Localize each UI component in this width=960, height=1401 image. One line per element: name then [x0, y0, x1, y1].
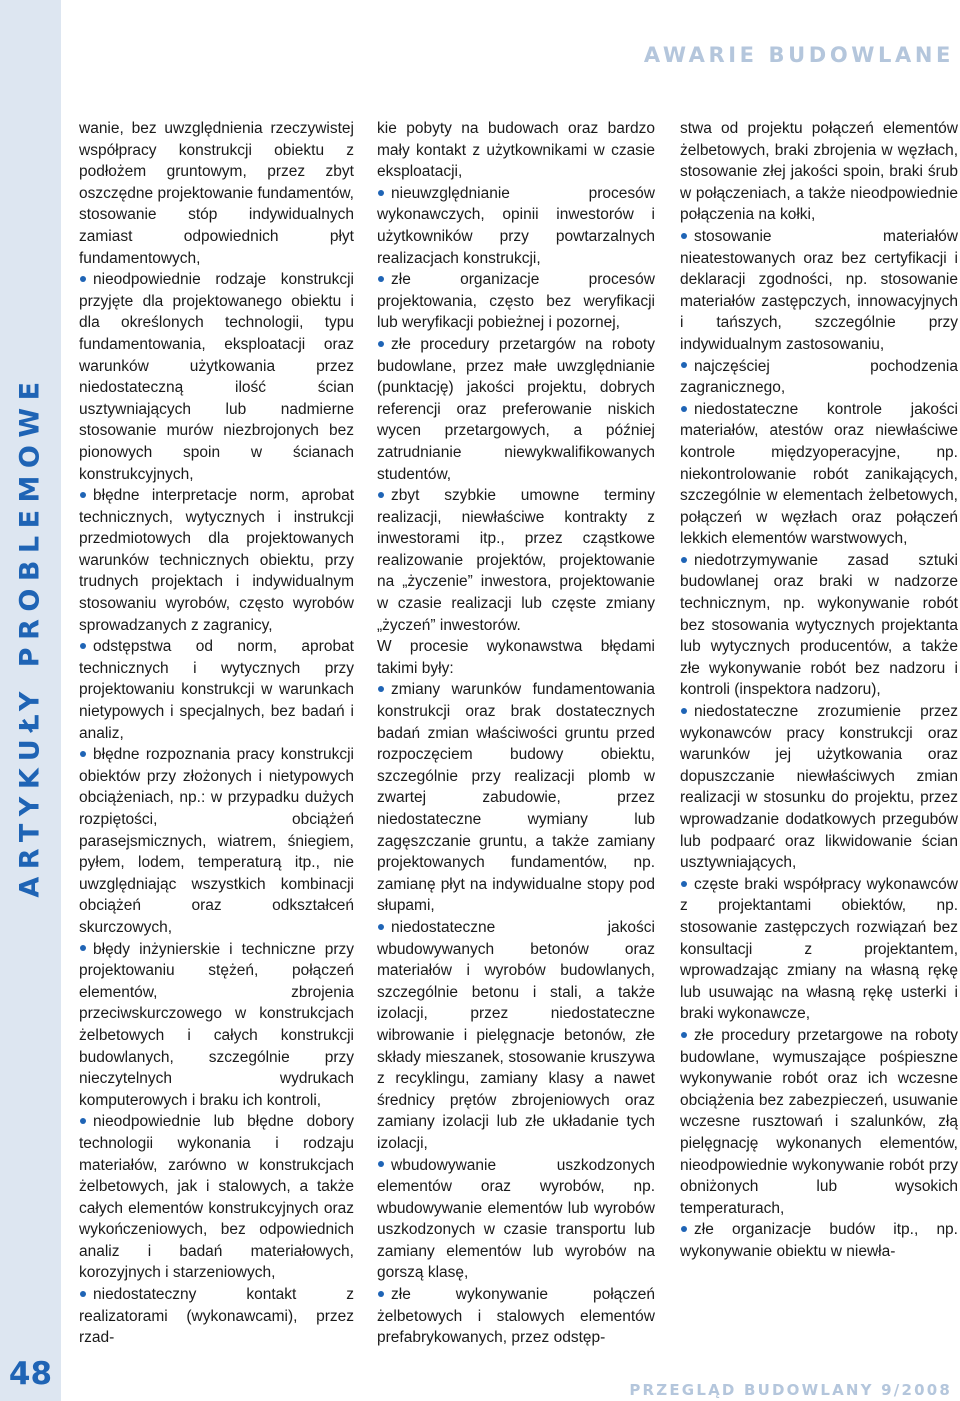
bullet-icon: [80, 1118, 86, 1124]
bullet-item: [377, 917, 655, 1155]
bullet-icon: [681, 881, 687, 887]
bullet-icon: [80, 643, 86, 649]
paragraph-text: najczęściej pochodzenia zagranicznego,: [680, 357, 958, 397]
bullet-icon: [378, 190, 384, 196]
paragraph-text: odstępstwa od norm, aprobat technicznych i wytycznych przy projektowaniu konstrukcji w warunkach nietypowych i specjalnych, bez badań i analiz,: [79, 638, 354, 742]
paragraph-text: złe procedury przetargów na roboty budowlane, przez małe uwzględnianie (punktację) jakości projektu, dobrych referencji oraz preferowanie niskich wycen przetargowych, a później zatrudnianie niewykwalifikowanych studentów,: [377, 335, 655, 483]
bullet-item: [680, 874, 958, 1025]
bullet-item: [377, 1284, 655, 1349]
paragraph-text: błędne interpretacje norm, aprobat technicznych, wytycznych i instrukcji przedmiotowych dla projektowanych warunków technicznych obiektu, przy trudnych projektach i indywidualnym stosowaniu wyrobów, często wyrobów sprowadzanych z zagranicy,: [79, 487, 354, 634]
paragraph-text: złe organizacje procesów projektowania, często bez weryfikacji lub weryfikacji pobieżnej i pozornej,: [377, 271, 655, 332]
bullet-item: [377, 485, 655, 636]
bullet-item: [377, 1155, 655, 1285]
paragraph: [377, 118, 655, 183]
bullet-icon: [378, 492, 384, 498]
bullet-icon: [378, 1291, 384, 1297]
bullet-icon: [80, 276, 86, 282]
paragraph-text: złe organizacje budów itp., np. wykonywanie obiektu w niewła-: [680, 1221, 958, 1260]
paragraph: [680, 118, 958, 226]
bullet-icon: [80, 945, 86, 951]
bullet-item: [680, 550, 958, 701]
bullet-item: [377, 269, 655, 334]
bullet-item: [79, 1284, 354, 1349]
paragraph: [79, 118, 354, 269]
paragraph-text: złe procedury przetargowe na roboty budowlane, wymuszające pośpieszne wykonywanie robót oraz ich wczesne obciążenia bez zabezpieczeń, usuwanie wczesne rusztowań i szalunków, złą pielęgnację wykonanych elementów, nieodpowiednie wykonywanie robót przy obniżonych lub wysokich temperaturach,: [680, 1026, 958, 1217]
bullet-item: [79, 1111, 354, 1284]
bullet-icon: [378, 276, 384, 282]
paragraph-text: złe wykonywanie połączeń żelbetowych i stalowych elementów prefabrykowanych, przez odstęp-: [377, 1286, 655, 1347]
paragraph-text: niedostateczne kontrole jakości materiałów, atestów oraz niewłaściwe kontrole międzyoperacyjne, np. niekontrolowanie robót zanikających, szczególnie w elementach żelbetowych, połączeń w węzłach oraz połączeń lekkich elementów warstwowych,: [680, 400, 958, 548]
paragraph-text: wanie, bez uwzględnienia rzeczywistej współpracy konstrukcji obiektu z podłożem gruntowym, przez zbyt oszczędne projektowanie fundamentów, stosowanie stóp indywidualnych zamiast odpowiednich płyt fundamentowych,: [79, 120, 354, 267]
bullet-item: [377, 334, 655, 485]
publication-footer: PRZEGLĄD BUDOWLANY 9/2008: [629, 1381, 952, 1399]
paragraph-text: kie pobyty na budowach oraz bardzo mały kontakt z użytkownikami w czasie eksploatacji,: [377, 120, 655, 181]
bullet-item: [680, 701, 958, 874]
bullet-item: [79, 485, 354, 636]
bullet-icon: [681, 406, 687, 412]
bullet-item: [79, 636, 354, 744]
category-label: ARTYKUŁY PROBLEMOWE: [14, 374, 46, 898]
bullet-item: [79, 269, 354, 485]
paragraph-text: błędy inżynierskie i techniczne przy projektowaniu stężeń, połączeń elementów, zbrojenia przeciwskurczowego w konstrukcjach żelbetowych i całych konstrukcji budowlanych, szczególnie przy nieczytelnych wydrukach komputerowych i braku ich kontroli,: [79, 940, 354, 1109]
bullet-item: [377, 679, 655, 917]
paragraph-text: niedostateczne jakości wbudowywanych betonów oraz materiałów i wyrobów budowlanych, szczególnie betonu i stali, a także izolacji, przez niedostateczne wibrowanie i pielęgnacje betonów, złe składy mieszanek, stosowanie kruszywa z recyklingu, zamiany klasy a nawet średnicy prętów zbrojeniowych oraz zamiany izolacji lub złe układanie tych izolacji,: [377, 918, 655, 1152]
bullet-icon: [681, 708, 687, 714]
paragraph: [377, 636, 655, 679]
bullet-icon: [80, 1291, 86, 1297]
paragraph-text: wbudowywanie uszkodzonych elementów oraz wyrobów, np. wbudowywanie elementów lub wyrobów uszkodzonych w czasie transportu lub zamiany elementów lub wyrobów na gorszą klasę,: [377, 1156, 655, 1282]
paragraph-text: nieodpowiednie lub błędne dobory technologii wykonania i rodzaju materiałów, zarówno w konstrukcjach żelbetowych, jak i stalowych, a także całych elementów konstrukcyjnych oraz wykończeniowych, bez odpowiednich analiz i badań materiałowych, korozyjnych i starzeniowych,: [79, 1113, 354, 1282]
bullet-item: [680, 226, 958, 356]
paragraph-text: zmiany warunków fundamentowania konstrukcji oraz brak dostatecznych badań zmian właściwości gruntu przed rozpoczęciem budowy obiektu, szczególnie przy realizacji plomb w zwartej zabudowie, przez niedostateczne wymiany lub zagęszczanie gruntu, a także zamiany projektowanych fundamentów, np. zamianę płyt na indywidualne stopy pod słupami,: [377, 681, 655, 915]
bullet-icon: [378, 1161, 384, 1167]
paragraph-text: błędne rozpoznania pracy konstrukcji obiektów przy złożonych i nietypowych obciążeniach, np.: w przypadku dużych rozpiętości, obciążeń parasejsmicznych, wiatrem, śniegiem, pyłem, lodem, temperaturą itp., nie uwzględniając wszystkich kombinacji obciążeń oraz odkształceń skurczowych,: [79, 746, 354, 936]
bullet-icon: [681, 362, 687, 368]
bullet-icon: [80, 492, 86, 498]
section-title: AWARIE BUDOWLANE: [643, 43, 954, 67]
bullet-item: [680, 1025, 958, 1219]
paragraph-text: częste braki współpracy wykonawców z projektantami obiektów, np. stosowanie zastępczych rozwiązań bez konsultacji z projektantem, wprowadzając zmiany na własną rękę lub usuwając na własną rękę usterki i braki wykonawcze,: [680, 875, 958, 1023]
paragraph-text: niedotrzymywanie zasad sztuki budowlanej oraz braki w nadzorze technicznym, np. wykonywanie robót bez stosowania wytycznych projektanta lub wytycznych producentów, a także złe wykonywanie robót bez nadzoru i kontroli (inspektora nadzoru),: [680, 551, 958, 699]
text-column-3: [680, 118, 958, 1262]
bullet-icon: [378, 686, 384, 692]
text-column-1: [79, 118, 354, 1349]
bullet-item: [377, 183, 655, 269]
paragraph-text: niedostateczny kontakt z realizatorami (wykonawcami), przez rzad-: [79, 1286, 354, 1347]
bullet-icon: [681, 1032, 687, 1038]
paragraph-text: W procesie wykonawstwa błędami takimi były:: [377, 638, 655, 677]
bullet-icon: [80, 751, 86, 757]
bullet-icon: [378, 924, 384, 930]
bullet-item: [680, 399, 958, 550]
paragraph-text: niedostateczne zrozumienie przez wykonawców pracy konstrukcji oraz warunków jej użytkowania oraz dopuszczanie niewłaściwych zmian realizacji w stosunku do projektu, przez wprowadzanie dodatkowych przegubów lub podpaarć oraz likwidowanie ścian usztywniających,: [680, 703, 958, 872]
paragraph-text: stosowanie materiałów nieatestowanych oraz bez certyfikacji i deklaracji zgodności, np. stosowanie materiałów zastępczych, innowacyjnych i tańszych, szczególnie przy indywidualnym zastosowaniu,: [680, 227, 958, 353]
bullet-icon: [681, 1226, 687, 1232]
bullet-icon: [378, 341, 384, 347]
bullet-item: [680, 356, 958, 399]
bullet-item: [79, 939, 354, 1112]
bullet-icon: [681, 557, 687, 563]
text-column-2: [377, 118, 655, 1349]
bullet-icon: [681, 233, 687, 239]
page-number: 48: [8, 1356, 53, 1392]
paragraph-text: stwa od projektu połączeń elementów żelbetowych, braki zbrojenia w węzłach, stosowanie złej jakości spoin, braki śrub w połączeniach, a także nieodpowiednie połączenia na kołki,: [680, 120, 958, 224]
paragraph-text: nieuwzględnianie procesów wykonawczych, opinii inwestorów i użytkowników przy powtarzalnych realizacjach konstrukcji,: [377, 184, 655, 267]
paragraph-text: zbyt szybkie umowne terminy realizacji, niewłaściwe kontrakty z inwestorami itp., przez cząstkowe realizowanie projektów, projektowanie na „życzenie” inwestora, projektowanie w czasie realizacji lub częste zmiany „życzeń” inwestorów.: [377, 487, 655, 634]
bullet-item: [79, 744, 354, 938]
bullet-item: [680, 1219, 958, 1262]
paragraph-text: nieodpowiednie rodzaje konstrukcji przyjęte dla projektowanego obiektu i dla określonych technologii, typu fundamentowania, eksploatacji oraz warunków użytkowania przez niedostateczną ilość ścian usztywniających lub nadmierne stosowanie murów niezbrojonych bez pionowych spoin w ścianach konstrukcyjnych,: [79, 271, 354, 483]
